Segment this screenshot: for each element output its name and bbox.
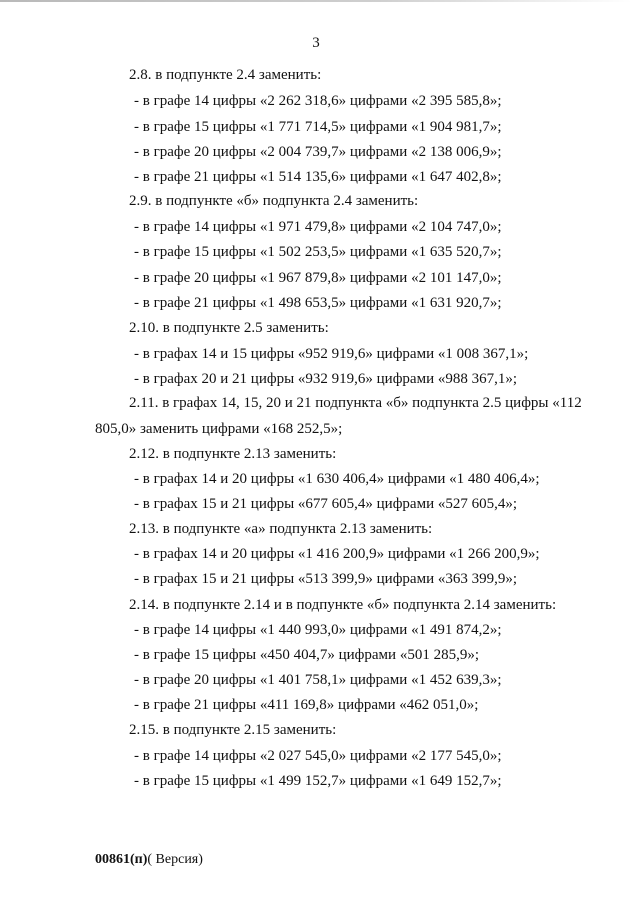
amendment-item: - в графе 20 цифры «1 967 879,8» цифрами «2 101 147,0»; xyxy=(134,270,502,286)
amendment-continuation: 805,0» заменить цифрами «168 252,5»; xyxy=(95,421,343,437)
amendment-item: - в графе 15 цифры «1 499 152,7» цифрами «1 649 152,7»; xyxy=(134,773,502,789)
amendment-heading: 2.11. в графах 14, 15, 20 и 21 подпункта «б» подпункта 2.5 цифры «112 xyxy=(129,395,582,411)
amendment-item: - в графах 14 и 15 цифры «952 919,6» цифрами «1 008 367,1»; xyxy=(134,346,529,362)
amendment-heading: 2.9. в подпункте «б» подпункта 2.4 заменить: xyxy=(129,193,419,209)
amendment-item: - в графе 20 цифры «2 004 739,7» цифрами «2 138 006,9»; xyxy=(134,144,502,160)
amendment-item: - в графе 14 цифры «1 971 479,8» цифрами «2 104 747,0»; xyxy=(134,219,502,235)
amendment-item: - в графе 15 цифры «1 502 253,5» цифрами «1 635 520,7»; xyxy=(134,244,502,260)
amendment-item: - в графах 15 и 21 цифры «513 399,9» цифрами «363 399,9»; xyxy=(134,571,518,587)
amendment-item: - в графах 14 и 20 цифры «1 416 200,9» цифрами «1 266 200,9»; xyxy=(134,546,540,562)
amendment-item: - в графах 14 и 20 цифры «1 630 406,4» цифрами «1 480 406,4»; xyxy=(134,471,540,487)
amendment-item: - в графе 15 цифры «1 771 714,5» цифрами «1 904 981,7»; xyxy=(134,119,502,135)
footer xyxy=(95,852,203,868)
amendment-heading: 2.8. в подпункте 2.4 заменить: xyxy=(129,67,322,83)
amendment-item: - в графе 15 цифры «450 404,7» цифрами «501 285,9»; xyxy=(134,647,479,663)
amendment-item: - в графе 21 цифры «1 514 135,6» цифрами «1 647 402,8»; xyxy=(134,169,502,185)
document-version: ( Версия) xyxy=(147,852,203,867)
amendment-heading: 2.14. в подпункте 2.14 и в подпункте «б» подпункта 2.14 заменить: xyxy=(129,597,557,613)
amendment-item: - в графах 20 и 21 цифры «932 919,6» цифрами «988 367,1»; xyxy=(134,371,518,387)
amendment-item: - в графе 20 цифры «1 401 758,1» цифрами «1 452 639,3»; xyxy=(134,672,502,688)
amendment-item: - в графе 14 цифры «1 440 993,0» цифрами «1 491 874,2»; xyxy=(134,622,502,638)
amendment-heading: 2.10. в подпункте 2.5 заменить: xyxy=(129,320,329,336)
page-number: 3 xyxy=(312,35,320,51)
document-code: 00861(п) xyxy=(95,852,148,867)
amendment-heading: 2.13. в подпункте «а» подпункта 2.13 заменить: xyxy=(129,521,433,537)
amendment-item: - в графе 21 цифры «411 169,8» цифрами «462 051,0»; xyxy=(134,697,479,713)
amendment-item: - в графе 21 цифры «1 498 653,5» цифрами «1 631 920,7»; xyxy=(134,295,502,311)
amendment-heading: 2.12. в подпункте 2.13 заменить: xyxy=(129,446,337,462)
amendment-item: - в графах 15 и 21 цифры «677 605,4» цифрами «527 605,4»; xyxy=(134,496,518,512)
amendment-heading: 2.15. в подпункте 2.15 заменить: xyxy=(129,722,337,738)
amendment-item: - в графе 14 цифры «2 027 545,0» цифрами «2 177 545,0»; xyxy=(134,748,502,764)
amendment-item: - в графе 14 цифры «2 262 318,6» цифрами «2 395 585,8»; xyxy=(134,93,502,109)
